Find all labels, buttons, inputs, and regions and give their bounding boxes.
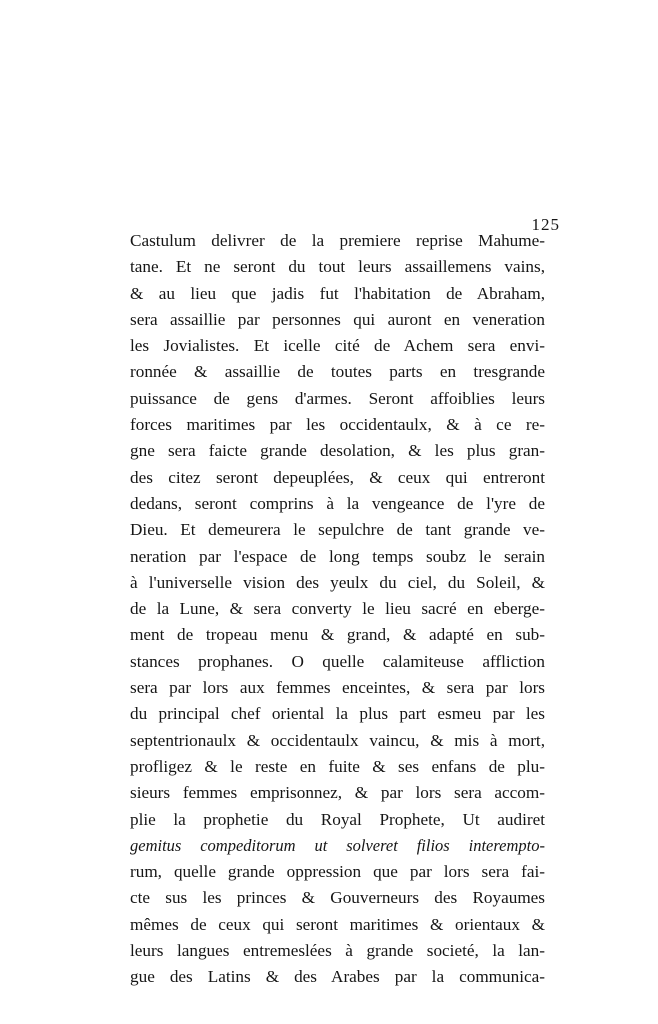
- text-line: rum, quelle grande oppression que par lors sera fai-: [130, 862, 545, 882]
- text-line: & au lieu que jadis fut l'habitation de Abraham,: [130, 283, 545, 303]
- text-line: gne sera faicte grande desolation, & les plus gran-: [130, 441, 545, 461]
- text-line: du principal chef oriental la plus part esmeu par les: [130, 704, 545, 724]
- text-line: gue des Latins & des Arabes par la communica-: [130, 967, 545, 987]
- text-line: stances prophanes. O quelle calamiteuse affliction: [130, 651, 545, 671]
- text-line: dedans, seront comprins à la vengeance de l'yre de: [130, 493, 545, 513]
- text-line: à l'universelle vision des yeulx du ciel, du Soleil, &: [130, 572, 545, 592]
- text-line: de la Lune, & sera converty le lieu sacré en eberge-: [130, 599, 545, 619]
- body-text: [130, 228, 545, 991]
- text-line: sera par lors aux femmes enceintes, & sera par lors: [130, 678, 545, 698]
- text-line: tane. Et ne seront du tout leurs assaillemens vains,: [130, 257, 545, 277]
- text-line: gemitus compeditorum ut solveret filios interempto-: [130, 835, 545, 855]
- text-line: Dieu. Et demeurera le sepulchre de tant grande ve-: [130, 520, 545, 540]
- text-line: septentrionaulx & occidentaulx vaincu, & mis à mort,: [130, 730, 545, 750]
- text-line: sera assaillie par personnes qui auront en veneration: [130, 309, 545, 329]
- text-line: neration par l'espace de long temps soubz le serain: [130, 546, 545, 566]
- text-line: des citez seront depeuplées, & ceux qui entreront: [130, 467, 545, 487]
- text-line: plie la prophetie du Royal Prophete, Ut audiret: [130, 809, 545, 829]
- text-line: ronnée & assaillie de toutes parts en tresgrande: [130, 362, 545, 382]
- page-number: 125: [531, 215, 560, 234]
- text-line: puissance de gens d'armes. Seront affoiblies leurs: [130, 388, 545, 408]
- text-line: ment de tropeau menu & grand, & adapté en sub-: [130, 625, 545, 645]
- text-line: forces maritimes par les occidentaulx, & à ce re-: [130, 415, 545, 435]
- text-line: les Jovialistes. Et icelle cité de Achem sera envi-: [130, 336, 545, 356]
- text-line: Castulum delivrer de la premiere reprise Mahume-: [130, 231, 545, 250]
- text-line: mêmes de ceux qui seront maritimes & orientaux &: [130, 914, 545, 934]
- text-line: leurs langues entremeslées à grande societé, la lan-: [130, 941, 545, 961]
- text-line: profligez & le reste en fuite & ses enfans de plu-: [130, 756, 545, 776]
- text-line: cte sus les princes & Gouverneurs des Royaumes: [130, 888, 545, 908]
- text-line: sieurs femmes emprisonnez, & par lors sera accom-: [130, 783, 545, 803]
